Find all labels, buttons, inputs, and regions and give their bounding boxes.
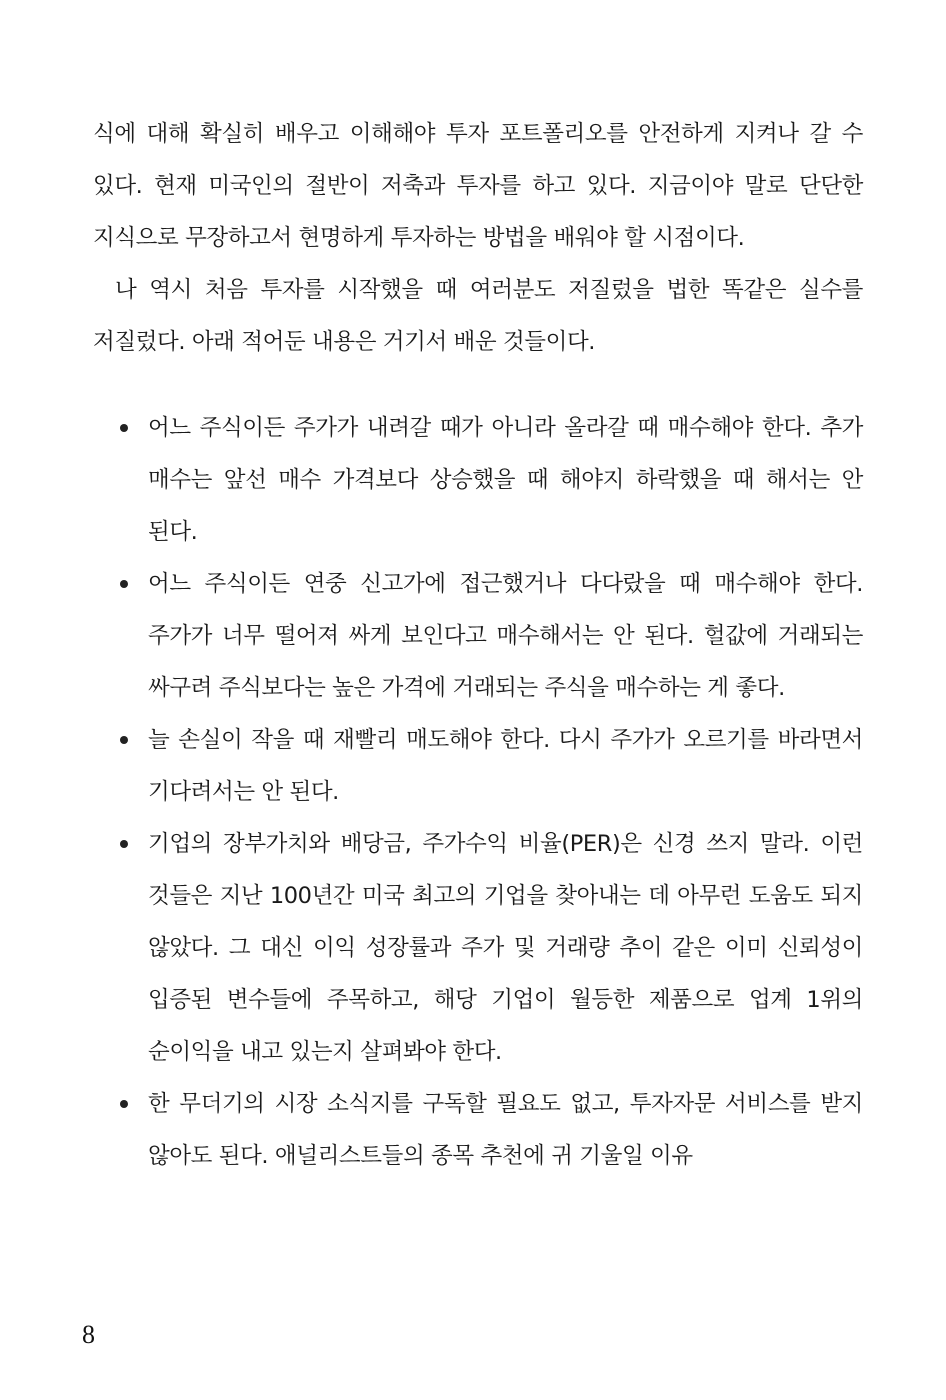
bullet-dot-icon [120, 424, 128, 432]
bullet-dot-icon [120, 840, 128, 848]
bullet-dot-icon [120, 580, 128, 588]
bullet-text: 늘 손실이 작을 때 재빨리 매도해야 한다. 다시 주가가 오르기를 바라면서 기다려서는 안 된다. [148, 727, 863, 805]
bullet-item-skip-newsletters [93, 1078, 863, 1182]
bullet-text: 기업의 장부가치와 배당금, 주가수익 비율(PER)은 신경 쓰지 말라. 이런 것들은 지난 100년간 미국 최고의 기업을 찾아내는 데 아무런 도움도 되지 않았다. 그 대신 이익 성장률과 주가 및 거래량 추이 같은 이미 신뢰성이 입증된 변수들에 주목하고, 해당 기업이 월등한 제품으로 업계 1위의 순이익을 내고 있는지 살펴봐야 한다. [148, 831, 864, 1065]
page-number: 8 [82, 1320, 95, 1349]
paragraph-intro: 식에 대해 확실히 배우고 이해해야 투자 포트폴리오를 안전하게 지켜나 갈 수 있다. 현재 미국인의 절반이 저축과 투자를 하고 있다. 지금이야 말로 단단한 지식으로 무장하고서 현명하게 투자하는 방법을 배워야 할 시점이다. [93, 121, 863, 251]
bullet-text: 어느 주식이든 연중 신고가에 접근했거나 다다랐을 때 매수해야 한다. 주가가 너무 떨어져 싸게 보인다고 매수해서는 안 된다. 헐값에 거래되는 싸구려 주식보다는 높은 가격에 거래되는 주식을 매수하는 게 좋다. [148, 571, 863, 701]
bullet-dot-icon [120, 736, 128, 744]
bullet-item-buy-near-highs [93, 558, 863, 714]
bullet-dot-icon [120, 1100, 128, 1108]
lessons-bullet-list [93, 402, 863, 1182]
bullet-item-cut-losses [93, 714, 863, 818]
bullet-item-ignore-book-value [93, 818, 863, 1078]
book-page-body [93, 108, 863, 1182]
bullet-text: 어느 주식이든 주가가 내려갈 때가 아니라 올라갈 때 매수해야 한다. 추가 매수는 앞선 매수 가격보다 상승했을 때 해야지 하락했을 때 해서는 안 된다. [148, 415, 863, 545]
bullet-item-buy-when-rising [93, 402, 863, 558]
paragraph-lessons-lead: 나 역시 처음 투자를 시작했을 때 여러분도 저질렀을 법한 똑같은 실수를 저질렀다. 아래 적어둔 내용은 거기서 배운 것들이다. [93, 277, 863, 355]
bullet-text: 한 무더기의 시장 소식지를 구독할 필요도 없고, 투자자문 서비스를 받지 않아도 된다. 애널리스트들의 종목 추천에 귀 기울일 이유 [148, 1091, 863, 1169]
